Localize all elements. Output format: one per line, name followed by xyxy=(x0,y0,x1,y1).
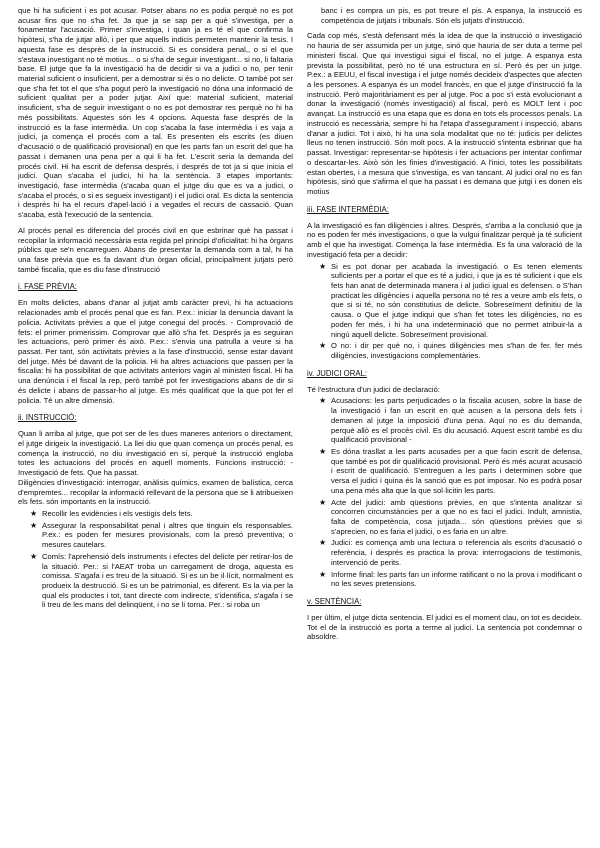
list-item: ★ Si es pot donar per acabada la investigació. o Es tenen elements suficients per a portar el que es té a judici, i que ja es té suficient i que els fets han anat de determinada manera i al judici igual es defensen. o S'han practicat les diligències i aquella persona no té res a veure amb els fets, o que si si té, no són constitutius de delicte. Sobreseïment definitiu de la causa. o Que el jutge indiqui que s'han fet totes les diligències, no es poden fer més, i hi ha una indeterminació que no permet atribuir-la a ningú aquell delicte. Sobreseïment provisional. xyxy=(319,261,582,339)
left-column xyxy=(18,6,293,840)
list-item: ★ Informe final: les parts fan un informe ratificant o no la prova i modificant o no les seves pretensions. xyxy=(319,569,582,589)
list-item: ★ Judici: es comença amb una lectura o referencia als escrits d'acusació o referència, i després es practica la prova: interrogacions de testimonis, intervenció de perits. xyxy=(319,538,582,567)
heading-instruccio: ii. INSTRUCCIÓ: xyxy=(18,413,77,423)
list-item: ★ Recollir les evidències i els vestigis dels fets. xyxy=(30,509,193,518)
star-bullet-icon: ★ xyxy=(319,261,327,271)
heading-sentencia: v. SENTÈNCIA: xyxy=(307,597,362,607)
fiscal-investigation-paragraph: Cada cop més, s'està defensant més la idea de que la instrucció o investigació no hauria de ser assumida per un jutge, sinó que hauria de ser duta a terme pel ministeri fiscal. Que qui investigui sigui el fiscal, no el jutge. A espanya esta prevista la possibilitat, però no té una estructura en sí. Però és per un jutge. P.ex.: a EEUU, el fiscal investiga i el jutge només decideix d'aspectes que afecten a les persones. A espanya és un model francès, en que el jutge d'instrucció fa la instrucció. Però majoritàriament es per al jutge. Poc a poc s'i està evolucionant a donar la investigació (només investigació) al fiscal, però es MOLT lent i poc avançat. La instrucció es una etapa que es dona en tots els processos penals. La instrucció es necessària, sempre hi ha l'etapa d'assegurament i inspecció, abans d'anar a judici. Tot i això, hi ha una sola modalitat que no té: judicis per delictes lleus no tenen instrucció. Són molt pocs. A la instrucció s'intenta esbrinar que ha passat. Investigar: representar-se hipòtesis i fer actuacions per intentar confirmar o descartar-les. Això són les finies d'investigació. A l'inici, totes les possibilitats estan obertes, i a mesura que s'investiga, es van tancant. Al judici oral no es fan hipòtesis, sinó que s'afirma el que ha passat i es demana que jutgi i es donen els motius xyxy=(307,31,582,196)
star-bullet-icon: ★ xyxy=(30,551,38,561)
right-column xyxy=(307,6,582,840)
star-bullet-icon: ★ xyxy=(319,497,327,507)
star-bullet-icon: ★ xyxy=(30,509,38,518)
instruccio-paragraph: Quan li arriba al jutge, que pot ser de les dues maneres anteriors o directament, el jutge dirigeix la investigació. La llei diu que quan comença un procés penal, es comença la instrucció, no diu investigació en si, perquè la instrucció engloba totes les actuacions del procés en aquell moments. Funcions instrucció: - Investigació de fets. Que ha passat. xyxy=(18,429,293,478)
penal-process-paragraph: Al procés penal es diferencia del procés civil en que esbrinar què ha passat i recopilar la informació necessària esta regida pel principi d'oficialitat: hi ha òrgans públics que se'n encarreguen. Abans de presentar la demanda com a tal, hi ha una fase prèvia que es fa davant d'un òrgan oficial, principalment jutjats però també fiscalia, que es diu fase d'instrucció xyxy=(18,225,293,274)
star-bullet-icon: ★ xyxy=(319,446,327,456)
star-bullet-icon: ★ xyxy=(319,396,327,406)
star-bullet-icon: ★ xyxy=(319,538,327,548)
diligencies-paragraph: Diligències d'investigació: interrogar, anàlisis químics, examen de balística, cerca d'empremtes... recopilar la informació rellevant de la persona que se li atribueixen els fets. són importants en la instrucció. xyxy=(18,477,293,507)
star-bullet-icon: ★ xyxy=(30,520,38,530)
fase-previa-paragraph: En molts delictes, abans d'anar al jutjat amb caràcter previ, hi ha actuacions relacionades amb el procés penal que es fan. P.ex.: iniciar la denuncia davant la policia. Activitats prèvies a que el jutge conegui del procés. - Comprovació de fets: el primer primerissim. Comprovar que allò s'ha fet. Després ja es seguiran les actuacions, però primer és això. P.ex.: s'envia una patrulla a veure si ha passat. Per tant, són activitats prèvies a la fase d'instrucció, sense estar davant del jutge. Més bé davant de la policia. Hi ha altres actuacions que passen per la fiscalia: hi ha possibilitat de que activitats anteriors vagin al ministeri fiscal. Hi ha una denúncia i el fiscal la rep, però també pot fer investigacions abans de dir si és delicte i abans de passar-ho al jutge. Es més qualificat que la que pot fer el policia. Té un altre dimensió. xyxy=(18,298,293,405)
fase-intermedia-paragraph: A la investigació es fan diligències i altres. Després, s'arriba a la conclusió que ja no es poden fer més investigacions, o que la vulgui finalitzar perquè ja té suficient amb el que ha investigat. Comença la fase intermèdia. Es fa una valoració de la investigació feta per a decidir: xyxy=(307,220,582,259)
continuation-paragraph: banc i es compra un pis, es pot treure el pis. A espanya, la instrucció es competència de jutjats i tribunals. Són els jutjats d'instrucció. xyxy=(321,6,582,25)
star-bullet-icon: ★ xyxy=(319,569,327,579)
instruccio-bullet-list xyxy=(18,509,293,610)
sentencia-paragraph: I per últim, el jutge dicta sentencia. El judici es el moment clau, on tot es decideix. Tot el de la instrucció es porta a terme al judici. La sentencia pot condemnar o absoldre. xyxy=(307,613,582,642)
list-item: ★ Assegurar la responsabilitat penal i altres que tinguin els responsables. P.ex.: es poden fer mesures provisionals, com la presó preventiva; o mesures cautelars. xyxy=(30,520,293,550)
intro-paragraph: que hi ha suficient i es pot acusar. Potser abans no es podia perquè no es pot acusar fins que no s'ha fet. Ja que ja se sap per a què s'investiga, per a fonamentar l'acusació. Primer s'investiga, i quan ja es té el que confirma la hipòtesi, s'ha de jutjar allò, i per que aquells indicis permeten mantenir la tesis. I aquesta fase es després de la instrucció. Si es considera penal,, o si el que s'estava investigant no té motius... o si s'ha de seguir investigant... si no, li faltaria base. El jutge que fa la investigació ha de decidir si va a judici o no, per tenir material suficient o insuficient, per a demostrar si és o no delicte. O també pot ser que s'ha fet tot el que s'ha pogut però la investigació no dóna una informació de suficient qualitat per a poder jutjar. Així que: material suficient, material insuficient, s'ha de seguir investigant o no es pot demostrar res perquè no hi ha més possibilitats. Aquestes són les 4 opcions. Aquesta fase després de la instrucció es la fase intermèdia. Un cop s'acaba la fase intermèdia i es vaja a judici, ja comença el procés com a tal. Es presenten els escrits (es diuen d'acusació o de qualificació provisional) en que les parts fan un escrit del que ha passat i demanen una pena per a qui li ha fet. L'escrit seria la demanda del procés civil. Hi ha escrit de defensa després, i després de tot ja si que inicia el judici. Quan s'acaba el judici, hi ha la sentència. 3 etapes importants: investigació, fase intermèdia (s'acaba quan el jutge diu que es va a judici, o s'acaba el procés, o si es segueix investigant) i el judici oral. Es dicta la sentencia i després hi ha el recurs d'apel·lació i a vegades el recurs de cassació. Quan s'acaba, està l'execució de la sentencia. xyxy=(18,6,293,220)
heading-fase-previa: i. FASE PRÈVIA: xyxy=(18,282,77,292)
judici-oral-paragraph: Té l'estructura d'un judici de declaració: xyxy=(307,384,440,394)
star-bullet-icon: ★ xyxy=(319,341,327,351)
list-item: ★ Acte del judici: amb qüestions prèvies, en que s'intenta analitzar si concorren circumstàncies per a que no es faci el judici. Indult, amnistia, falta de competència, cosa jutjada... són qüestions prèvies que si s'aprecien, no es faria el judici, o es faria en un altre. xyxy=(319,497,582,536)
list-item: ★ Comís: l'aprehensió dels instruments i efectes del delicte per retirar-los de la situació. Per.: si l'AEAT troba un carregament de droga, aquesta es comissa. S'agafa i es treu de la situació. Si es un be il·lícit, normalment es produeix la destrucció. Si es un be patrimonial, es diferent. Es la via per la qual els productes i tot, tant directe com indirecte, s'identifica, s'agafa i se li treu de les mans del delinqüent, i no se li torna. Per.: si roba un xyxy=(30,551,293,610)
list-item: ★ O no: i dir per què no, i quines diligències mes s'han de fer. fer més diligències, investigacions complementàries. xyxy=(319,341,582,360)
intermedia-bullet-list xyxy=(307,262,582,361)
heading-fase-intermedia: iii. FASE INTERMÈDIA: xyxy=(307,204,389,214)
list-item: ★ Es dóna trasllat a les parts acusades per a que facin escrit de defensa, que també es pot dir qualificació provisional. Però és més acurat acusació i escrit de qualificació. S'entreguen a les parts i determinen sobre que versa el judici i quina és la sanció que es pot imposar. No es podrà posar una pena més alta que la que sol·licitin les parts. xyxy=(319,446,582,495)
judici-bullet-list xyxy=(307,396,582,589)
heading-judici-oral: iv. JUDICI ORAL: xyxy=(307,368,368,378)
list-item: ★ Acusacions: les parts perjudicades o la fiscalia acusen, sobre la base de la investigació i fan un escrit en què acusen a la persona dels fets i demanen al jutge la imposició d'una pena. Aquí no es diu demanda, perquè allò es el procés civil. Es diu acusació. Aquest escrit també es diu qualificació provisional - xyxy=(319,396,582,445)
